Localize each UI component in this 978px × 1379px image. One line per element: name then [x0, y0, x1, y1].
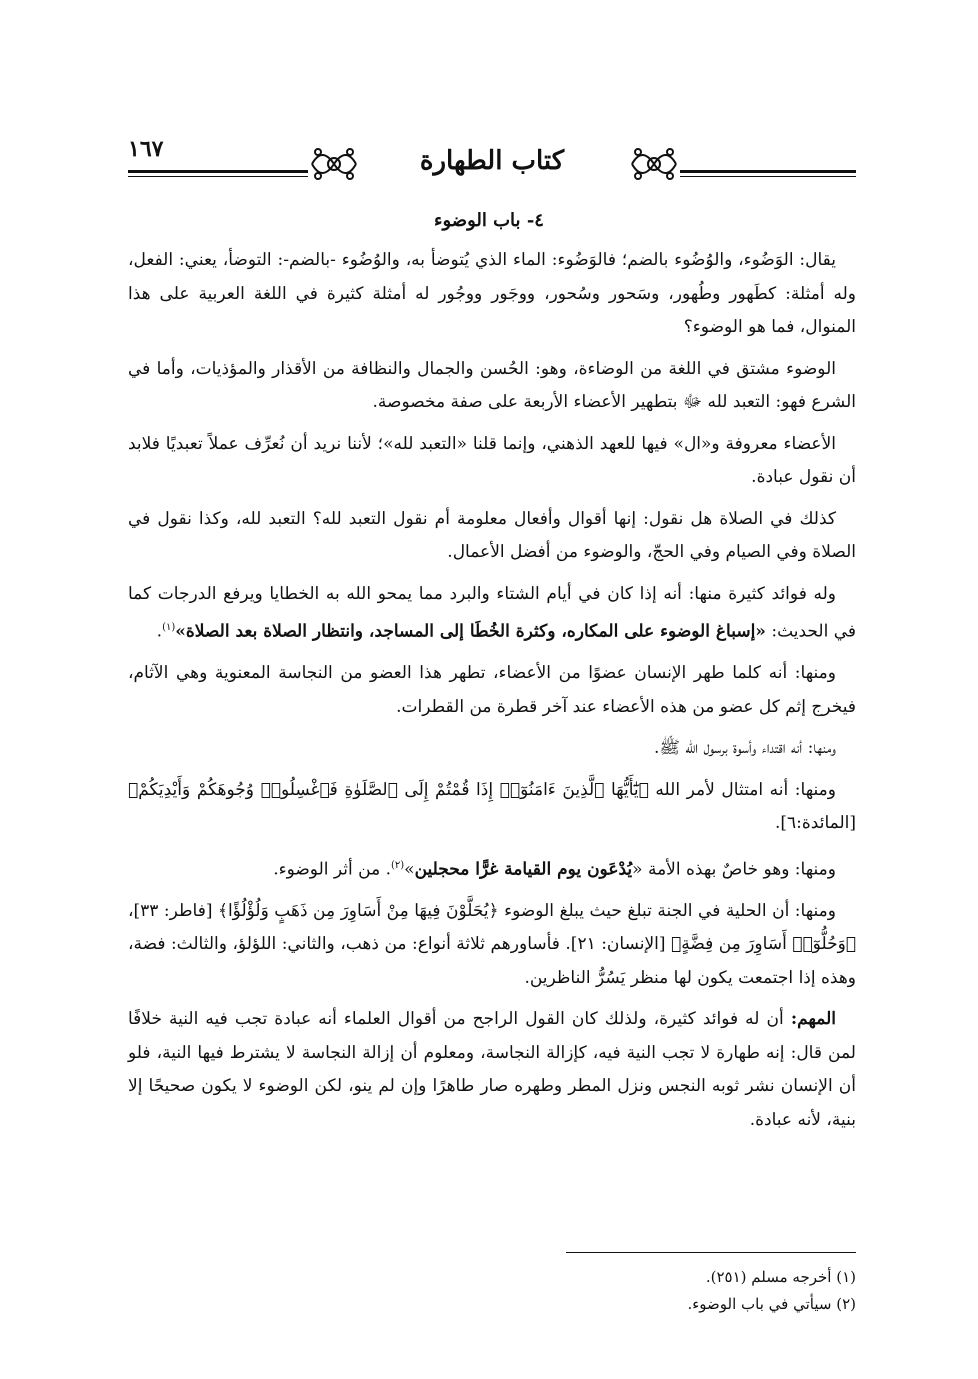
footnotes [500, 1264, 856, 1318]
hadith-quote-1: «إسباغ الوضوء على المكاره، وكثرة الخُطَا إلى المساجد، وانتظار الصلاة بعد الصلاة» [175, 621, 766, 642]
footnote-ref-2[interactable]: (٢) [390, 859, 405, 871]
paragraph-9-tail: . من أثر الوضوء. [273, 859, 391, 880]
paragraph-2: الوضوء مشتق في اللغة من الوضاءة، وهو: الحُسن والجمال والنظافة من الأقذار والمؤذيات، وأما في الشرع فهو: التعبد لله ﷻ بتطهير الأعضاء الأربعة على صفة مخصوصة. [128, 358, 856, 412]
paragraph-9-text: ومنها: وهو خاصٌ بهذه الأمة [647, 859, 836, 880]
ornament-left-icon [308, 140, 360, 188]
paragraph-10: ومنها: أن الحلية في الجنة تبلغ حيث يبلغ الوضوء ﴿يُحَلَّوْنَ فِيهَا مِنْ أَسَاوِرَ مِن ذَهَبٍ وَلُؤْلُؤًا﴾ [فاطر: ٣٣]، ﴿وَحُلُّوٓا۟ أَسَاوِرَ مِن فِضَّةٍ﴾ [الإنسان: ٢١]. فأساورهم ثلاثة أنواع: من ذهب، والثاني: اللؤلؤ، والثالث: فضة، وهذه إذا اجتمعت يكون لها منظر يَسُرُّ الناظرين. [128, 900, 857, 988]
hadith-quote-2-close: » [404, 859, 415, 880]
hadith-quote-2-open: « [632, 859, 643, 880]
paragraph-3: الأعضاء معروفة و«ال» فيها للعهد الذهني، وإنما قلنا «التعبد لله»؛ لأننا نريد أن نُعرِّف عملاً تعبديًا فلابد أن نقول عبادة. [128, 433, 856, 487]
paragraph-11-text: أن له فوائد كثيرة، ولذلك كان القول الراجح من أقوال العلماء أنه عبادة تجب فيه النية خلافًا لمن قال: إنه طهارة لا تجب النية فيه، كإزالة النجاسة، ومعلوم أن إزالة النجاسة لا يشترط فيها النية، فلو أن الإنسان نشر ثوبه النجس ونزل المطر وطهره صار طاهرًا وإن لم ينو، لكن الوضوء لا يكون صحيحًا إلا بنية، لأنه عبادة. [128, 1009, 856, 1130]
header-rule-left-thin [128, 176, 308, 177]
section-title: ٤- باب الوضوء [434, 210, 544, 231]
header-rule-right-thin [680, 176, 856, 177]
footnote-2: (٢) سيأتي في باب الوضوء. [687, 1295, 856, 1313]
paragraph-5: وله فوائد كثيرة منها: أنه إذا كان في أيام الشتاء والبرد مما يمحو الله به الخطايا ويرفع الدرجات كما في الحديث: «إسباغ الوضوء على المكاره، وكثرة الخُطَا إلى المساجد، وانتظار الصلاة بعد الصلاة»$^{(١)}$. [128, 583, 856, 642]
paragraph-11-lead: المهم: [790, 1009, 836, 1030]
paragraph-7: ومنها: أنه اقتداء وأسوة برسول الله ﷺ. [654, 738, 836, 759]
header-rule-left [128, 170, 308, 173]
footnote-1: (١) أخرجه مسلم (٢٥١). [705, 1268, 856, 1286]
paragraph-9 [128, 849, 856, 887]
footnote-divider [566, 1252, 856, 1253]
hadith-quote-2: يُدْعَون يوم القيامة غرًّا محجلين [414, 859, 633, 880]
footnote-ref-1[interactable]: (١) [162, 622, 176, 633]
paragraph-5-text: وله فوائد كثيرة منها: أنه إذا كان في أيام الشتاء والبرد مما يمحو الله به الخطايا ويرفع الدرجات كما في الحديث: [128, 583, 856, 642]
paragraph-11 [128, 1003, 856, 1137]
chapter-title: كتاب الطهارة [419, 146, 565, 176]
paragraph-1: يقال: الوَضُوء، والوُضُوء بالضم؛ فالوَضُوء: الماء الذي يُتوضأ به، والوُضُوء -بالضم-: التوضأ، يعني: الفعل، وله أمثلة: كطَهور وطُهور، وسَحور وسُحور، ووجَور ووجُور له أمثلة كثيرة في اللغة العربية على هذا المنوال، فما هو الوضوء؟ [128, 250, 856, 337]
ornament-right-icon [628, 140, 680, 188]
paragraph-8: ومنها: أنه امتثال لأمر الله ﴿يَٰٓأَيُّهَا ٱلَّذِينَ ءَامَنُوٓا۟ إِذَا قُمْتُمْ إِلَى ٱلصَّلَوٰةِ فَٱغْسِلُوا۟ وُجُوهَكُمْ وَأَيْدِيَكُمْ﴾ [المائدة:٦]. [128, 779, 856, 834]
page-number: ١٦٧ [128, 136, 164, 162]
header-rule-right [680, 170, 856, 173]
paragraph-6: ومنها: أنه كلما طهر الإنسان عضوًا من الأعضاء، تطهر هذا العضو من النجاسة المعنوية وهي الآثام، فيخرج إثم كل عضو من هذه الأعضاء عند آخر قطرة من القطرات. [128, 663, 856, 717]
body-text [128, 244, 856, 1145]
page-header [128, 136, 856, 190]
paragraph-4: كذلك في الصلاة هل نقول: إنها أقوال وأفعال معلومة أم نقول التعبد لله؟ التعبد لله، وكذا نقول في الصلاة وفي الصيام وفي الحجّ، والوضوء من أفضل الأعمال. [128, 508, 856, 562]
